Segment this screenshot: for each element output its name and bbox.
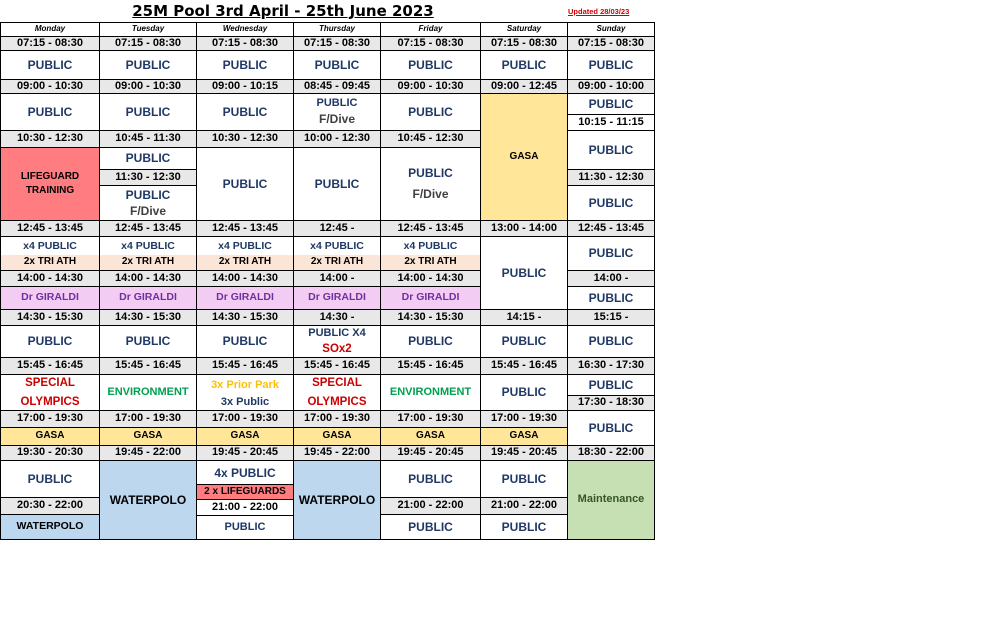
time-slot: 19:45 - 20:45	[380, 445, 481, 461]
time-slot: 14:00 - 14:30	[196, 270, 294, 287]
lifeguards-cell: 2 x LIFEGUARDS	[196, 484, 294, 500]
session-cell: PUBLIC	[480, 325, 568, 358]
fdive-label: F/Dive	[129, 203, 166, 218]
time-slot: 09:00 - 10:15	[196, 79, 294, 94]
session-cell: PUBLIC	[196, 50, 294, 80]
giraldi-cell: Dr GIRALDI	[196, 286, 294, 310]
session-cell: PUBLIC	[0, 325, 100, 358]
session-cell: PUBLIC	[380, 325, 481, 358]
session-cell: PUBLIC	[567, 130, 655, 170]
day-header-monday: Monday	[0, 22, 100, 37]
gasa-cell: GASA	[293, 427, 381, 446]
time-slot: 14:00 -	[567, 270, 655, 287]
lifeguard-training-cell	[0, 147, 100, 221]
giraldi-cell: Dr GIRALDI	[99, 286, 197, 310]
time-slot: 07:15 - 08:30	[0, 36, 100, 51]
tri-ath-cell: 2x TRI ATH	[0, 255, 100, 271]
gasa-cell: GASA	[480, 93, 568, 221]
session-cell: PUBLIC	[99, 325, 197, 358]
time-slot: 12:45 - 13:45	[380, 220, 481, 237]
time-slot: 17:00 - 19:30	[196, 410, 294, 428]
session-cell: PUBLIC	[567, 374, 655, 396]
session-cell: x4 PUBLIC	[196, 236, 294, 256]
time-slot: 17:00 - 19:30	[0, 410, 100, 428]
time-slot: 19:45 - 20:45	[196, 445, 294, 461]
session-label: PUBLIC	[125, 187, 171, 202]
session-cell: PUBLIC	[0, 50, 100, 80]
time-slot: 09:00 - 10:30	[380, 79, 481, 94]
time-slot: 14:30 - 15:30	[0, 309, 100, 326]
time-slot: 14:00 - 14:30	[99, 270, 197, 287]
session-label: PUBLIC X4	[308, 326, 366, 339]
session-cell: PUBLIC	[0, 460, 100, 498]
gasa-cell: GASA	[380, 427, 481, 446]
session-label: PUBLIC	[316, 97, 358, 110]
time-slot: 15:45 - 16:45	[196, 357, 294, 375]
session-cell: PUBLIC	[567, 185, 655, 221]
session-label: SPECIAL	[25, 377, 75, 390]
time-slot: 07:15 - 08:30	[380, 36, 481, 51]
time-slot: 11:30 - 12:30	[99, 169, 197, 186]
session-label: PUBLIC	[408, 166, 453, 181]
session-cell: PUBLIC	[480, 236, 568, 310]
prior-park-cell: 3x Prior Park	[196, 374, 294, 396]
gasa-cell: GASA	[480, 427, 568, 446]
time-slot: 12:45 - 13:45	[99, 220, 197, 237]
day-header-wednesday: Wednesday	[196, 22, 294, 37]
time-slot: 15:45 - 16:45	[480, 357, 568, 375]
time-slot: 07:15 - 08:30	[293, 36, 381, 51]
giraldi-cell: Dr GIRALDI	[380, 286, 481, 310]
waterpolo-cell: WATERPOLO	[0, 514, 100, 540]
time-slot: 10:00 - 12:30	[293, 130, 381, 148]
special-olympics-cell	[293, 374, 381, 411]
session-cell: PUBLIC	[480, 514, 568, 540]
session-cell: PUBLIC	[99, 50, 197, 80]
time-slot: 10:30 - 12:30	[196, 130, 294, 148]
session-cell: 4x PUBLIC	[196, 460, 294, 485]
time-slot: 19:45 - 20:45	[480, 445, 568, 461]
tri-ath-cell: 2x TRI ATH	[380, 255, 481, 271]
session-label: SOx2	[322, 343, 352, 356]
session-cell: PUBLIC	[380, 514, 481, 540]
time-slot: 17:00 - 19:30	[380, 410, 481, 428]
session-cell: PUBLIC	[99, 93, 197, 131]
time-slot: 09:00 - 10:00	[567, 79, 655, 94]
session-cell: PUBLIC	[380, 460, 481, 498]
time-slot: 09:00 - 12:45	[480, 79, 568, 94]
day-header-friday: Friday	[380, 22, 481, 37]
time-slot: 07:15 - 08:30	[567, 36, 655, 51]
session-label: OLYMPICS	[20, 395, 80, 408]
time-slot: 16:30 - 17:30	[567, 357, 655, 375]
time-slot: 19:30 - 20:30	[0, 445, 100, 461]
session-cell: PUBLIC	[196, 325, 294, 358]
session-cell: PUBLIC	[380, 50, 481, 80]
special-olympics-cell	[0, 374, 100, 411]
time-slot: 10:30 - 12:30	[0, 130, 100, 148]
session-cell: PUBLIC	[567, 93, 655, 115]
session-cell: 3x Public	[196, 395, 294, 411]
time-slot: 14:30 - 15:30	[196, 309, 294, 326]
time-slot: 10:15 - 11:15	[567, 114, 655, 131]
updated-note: Updated 28/03/23	[568, 6, 630, 16]
time-slot: 17:30 - 18:30	[567, 395, 655, 411]
time-slot: 09:00 - 10:30	[0, 79, 100, 94]
waterpolo-cell: WATERPOLO	[99, 460, 197, 540]
tri-ath-cell: 2x TRI ATH	[99, 255, 197, 271]
time-slot: 14:15 -	[480, 309, 568, 326]
day-header-saturday: Saturday	[480, 22, 568, 37]
session-label: OLYMPICS	[307, 395, 367, 408]
time-slot: 14:30 - 15:30	[380, 309, 481, 326]
session-cell: PUBLIC	[293, 147, 381, 221]
public-fdive-cell	[293, 93, 381, 131]
giraldi-cell: Dr GIRALDI	[293, 286, 381, 310]
time-slot: 15:45 - 16:45	[0, 357, 100, 375]
time-slot: 21:00 - 22:00	[380, 497, 481, 515]
time-slot: 12:45 - 13:45	[567, 220, 655, 237]
time-slot: 18:30 - 22:00	[567, 445, 655, 461]
waterpolo-cell: WATERPOLO	[293, 460, 381, 540]
time-slot: 15:15 -	[567, 309, 655, 326]
time-slot: 14:30 - 15:30	[99, 309, 197, 326]
gasa-cell: GASA	[99, 427, 197, 446]
session-cell: PUBLIC	[196, 515, 294, 540]
session-cell: PUBLIC	[380, 93, 481, 131]
environment-cell: ENVIRONMENT	[380, 374, 481, 411]
public-fdive-cell	[99, 185, 197, 221]
gasa-cell: GASA	[196, 427, 294, 446]
time-slot: 13:00 - 14:00	[480, 220, 568, 237]
session-cell: PUBLIC	[0, 93, 100, 131]
session-cell: PUBLIC	[293, 50, 381, 80]
time-slot: 14:30 -	[293, 309, 381, 326]
time-slot: 12:45 -	[293, 220, 381, 237]
fdive-label: F/Dive	[412, 187, 449, 201]
time-slot: 10:45 - 11:30	[99, 130, 197, 148]
time-slot: 17:00 - 19:30	[99, 410, 197, 428]
time-slot: 11:30 - 12:30	[567, 169, 655, 186]
session-cell: x4 PUBLIC	[0, 236, 100, 256]
fdive-label: F/Dive	[318, 111, 355, 126]
time-slot: 08:45 - 09:45	[293, 79, 381, 94]
time-slot: 14:00 - 14:30	[0, 270, 100, 287]
page-title: 25M Pool 3rd April - 25th June 2023	[132, 2, 434, 20]
session-cell: PUBLIC	[567, 236, 655, 271]
time-slot: 07:15 - 08:30	[99, 36, 197, 51]
tri-ath-cell: 2x TRI ATH	[196, 255, 294, 271]
day-header-tuesday: Tuesday	[99, 22, 197, 37]
session-cell: x4 PUBLIC	[380, 236, 481, 256]
session-cell: PUBLIC	[567, 50, 655, 80]
time-slot: 19:45 - 22:00	[99, 445, 197, 461]
session-cell: PUBLIC	[567, 286, 655, 310]
session-label: TRAINING	[25, 185, 75, 196]
session-cell: x4 PUBLIC	[293, 236, 381, 256]
gasa-cell: GASA	[0, 427, 100, 446]
time-slot: 15:45 - 16:45	[99, 357, 197, 375]
session-cell: PUBLIC	[480, 460, 568, 498]
time-slot: 14:00 -	[293, 270, 381, 287]
public-fdive-cell	[380, 147, 481, 221]
session-cell: PUBLIC	[99, 147, 197, 170]
session-cell: PUBLIC	[567, 410, 655, 446]
giraldi-cell: Dr GIRALDI	[0, 286, 100, 310]
time-slot: 17:00 - 19:30	[293, 410, 381, 428]
environment-cell: ENVIRONMENT	[99, 374, 197, 411]
time-slot: 15:45 - 16:45	[293, 357, 381, 375]
maintenance-cell: Maintenance	[567, 460, 655, 540]
time-slot: 21:00 - 22:00	[480, 497, 568, 515]
time-slot: 17:00 - 19:30	[480, 410, 568, 428]
day-header-thursday: Thursday	[293, 22, 381, 37]
public-sox2-cell	[293, 325, 381, 358]
time-slot: 09:00 - 10:30	[99, 79, 197, 94]
time-slot: 19:45 - 22:00	[293, 445, 381, 461]
session-cell: PUBLIC	[567, 325, 655, 358]
time-slot: 12:45 - 13:45	[196, 220, 294, 237]
session-label: SPECIAL	[312, 377, 362, 390]
time-slot: 20:30 - 22:00	[0, 497, 100, 515]
time-slot: 10:45 - 12:30	[380, 130, 481, 148]
time-slot: 21:00 - 22:00	[196, 499, 294, 516]
time-slot: 14:00 - 14:30	[380, 270, 481, 287]
session-label: LIFEGUARD	[20, 170, 80, 182]
session-cell: PUBLIC	[196, 93, 294, 131]
time-slot: 12:45 - 13:45	[0, 220, 100, 237]
day-header-sunday: Sunday	[567, 22, 655, 37]
session-cell: PUBLIC	[196, 147, 294, 221]
time-slot: 07:15 - 08:30	[480, 36, 568, 51]
tri-ath-cell: 2x TRI ATH	[293, 255, 381, 271]
session-cell: x4 PUBLIC	[99, 236, 197, 256]
time-slot: 15:45 - 16:45	[380, 357, 481, 375]
session-cell: PUBLIC	[480, 50, 568, 80]
session-cell: PUBLIC	[480, 374, 568, 411]
time-slot: 07:15 - 08:30	[196, 36, 294, 51]
